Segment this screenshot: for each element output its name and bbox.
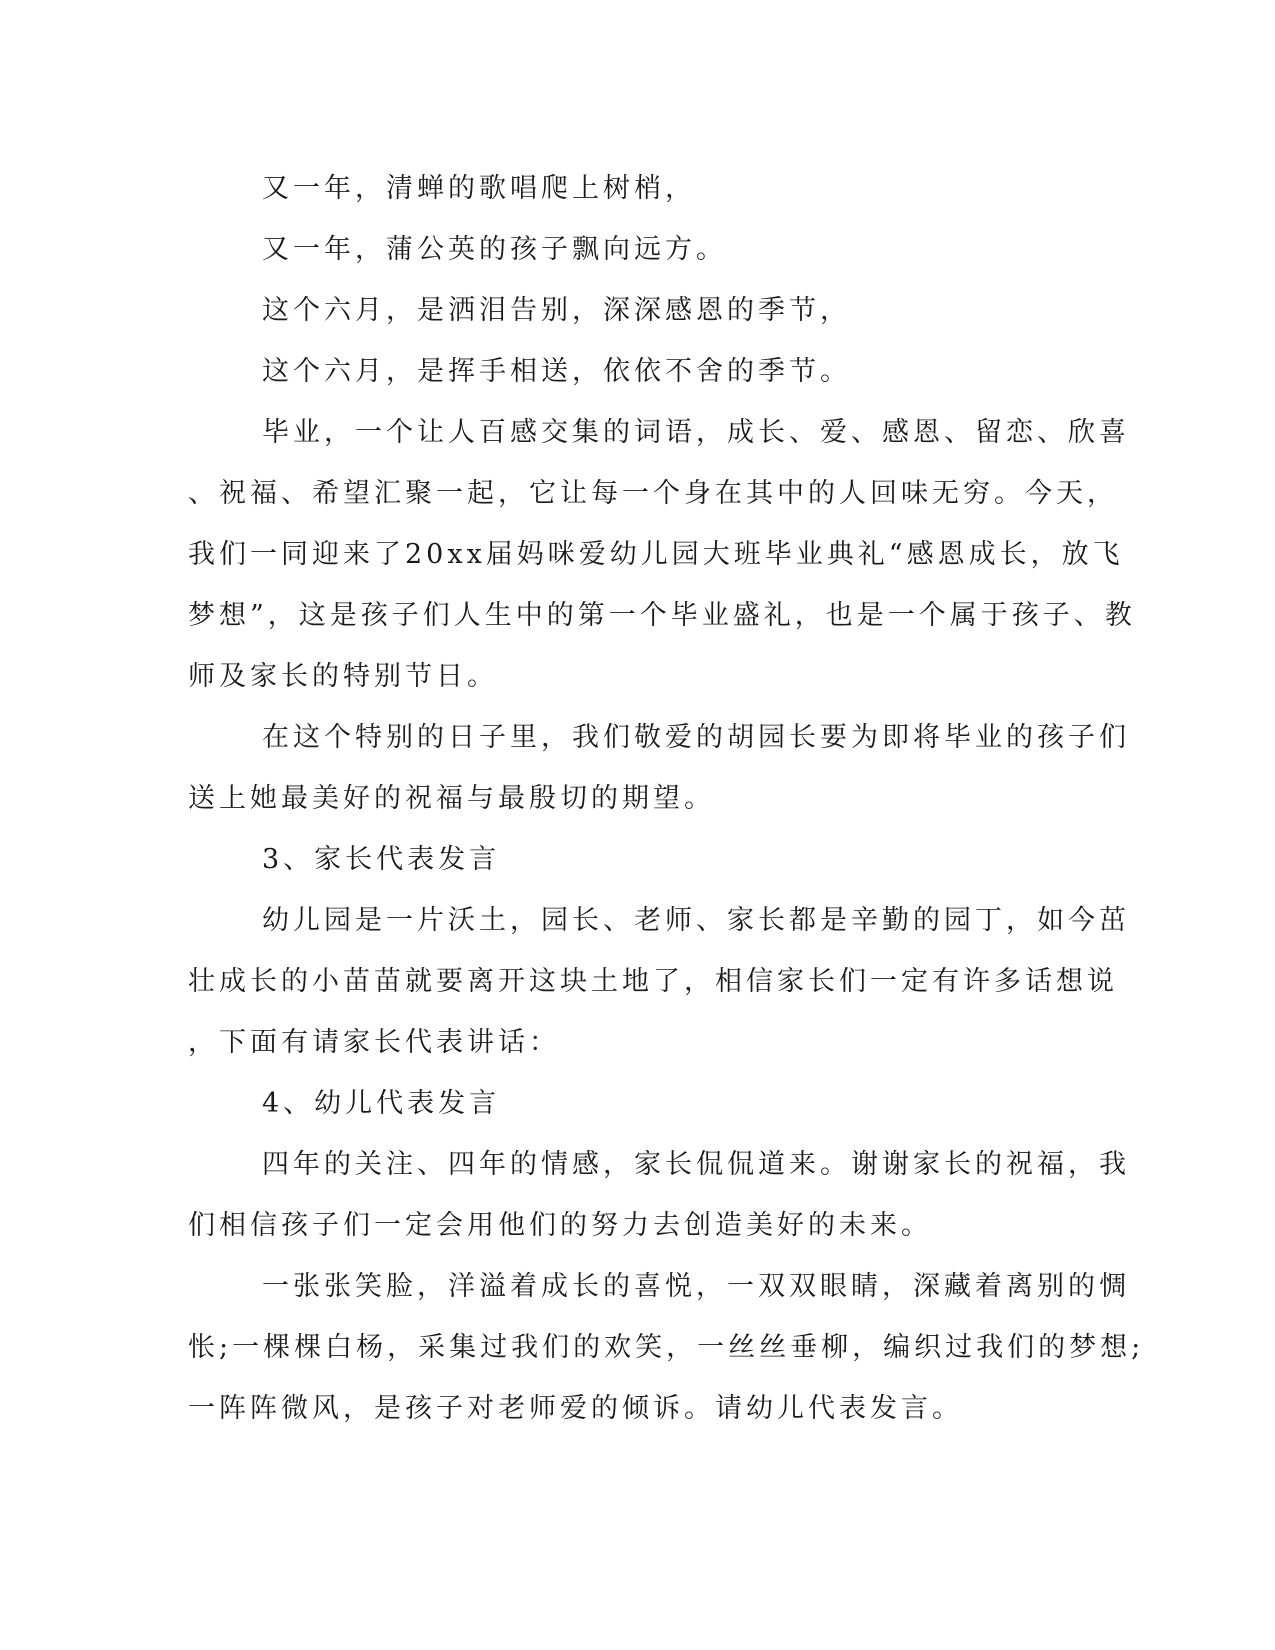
poem-line: 又一年，蒲公英的孩子飘向远方。: [262, 234, 727, 265]
section-heading: 3、家长代表发言: [262, 844, 501, 875]
paragraph-line: 壮成长的小苗苗就要离开这块土地了，相信家长们一定有许多话想说: [188, 966, 1118, 997]
paragraph-line: 幼儿园是一片沃土，园长、老师、家长都是辛勤的园丁，如今茁: [262, 905, 1130, 936]
paragraph-line: 怅;一棵棵白杨，采集过我们的欢笑，一丝丝垂柳，编织过我们的梦想;: [188, 1332, 1145, 1363]
document-body: [188, 158, 1145, 1439]
paragraph-line: ，下面有请家长代表讲话：: [188, 1027, 560, 1058]
section-heading: 4、幼儿代表发言: [262, 1088, 501, 1119]
paragraph-line: 们相信孩子们一定会用他们的努力去创造美好的未来。: [188, 1210, 932, 1241]
paragraph-line: 在这个特别的日子里，我们敬爱的胡园长要为即将毕业的孩子们: [262, 722, 1130, 753]
paragraph-line: 四年的关注、四年的情感，家长侃侃道来。谢谢家长的祝福，我: [262, 1149, 1130, 1180]
paragraph-line: 一张张笑脸，洋溢着成长的喜悦，一双双眼睛，深藏着离别的惆: [262, 1271, 1130, 1302]
paragraph-line: 送上她最美好的祝福与最殷切的期望。: [188, 783, 715, 814]
poem-line: 又一年，清蝉的歌唱爬上树梢，: [262, 173, 696, 204]
paragraph-line: 梦想”，这是孩子们人生中的第一个毕业盛礼，也是一个属于孩子、教: [188, 600, 1136, 631]
paragraph-line: 师及家长的特别节日。: [188, 661, 498, 692]
poem-line: 这个六月，是挥手相送，依依不舍的季节。: [262, 356, 851, 387]
poem-line: 这个六月，是洒泪告别，深深感恩的季节，: [262, 295, 851, 326]
paragraph-line: 一阵阵微风，是孩子对老师爱的倾诉。请幼儿代表发言。: [188, 1393, 963, 1424]
paragraph-line: 、祝福、希望汇聚一起，它让每一个身在其中的人回味无穷。今天，: [188, 478, 1118, 509]
paragraph-line: 毕业，一个让人百感交集的词语，成长、爱、感恩、留恋、欣喜: [262, 417, 1130, 448]
paragraph-line: 我们一同迎来了20xx届妈咪爱幼儿园大班毕业典礼“感恩成长，放飞: [188, 539, 1124, 570]
